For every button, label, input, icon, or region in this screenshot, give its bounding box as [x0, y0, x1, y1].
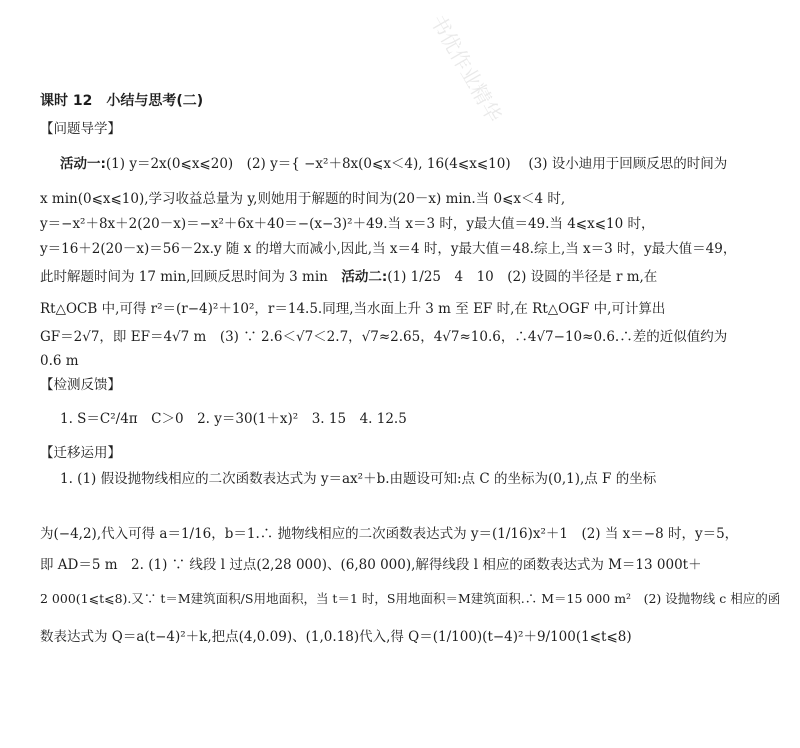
answer-line: y＝−x²＋8x＋2(20－x)＝−x²＋6x＋40＝−(x−3)²＋49.当 x＝3 时，y最大值＝49.当 4⩽x⩽10 时， [40, 216, 655, 232]
activity-two-label: 活动二: [341, 269, 388, 285]
answer-line: 2 000(1⩽t⩽8).又∵ t＝M建筑面积/S用地面积，当 t＝1 时，S用地面积＝M建筑面积.∴ M＝15 000 m² (2) 设抛物线 c 相应的函 [40, 591, 781, 606]
section-heading-wenti-daoxue: 【问题导学】 [40, 121, 121, 137]
answer-text: (1) y＝2x(0⩽x⩽20) (2) y＝{ −x²＋8x(0⩽x＜4), 16(4⩽x⩽10) (3) 设小迪用于回顾反思的时间为 [105, 156, 728, 172]
section-heading-jiance-fankui: 【检测反馈】 [40, 377, 121, 393]
answer-line: x min(0⩽x⩽10),学习收益总量为 y,则她用于解题的时间为(20－x) min.当 0⩽x＜4 时, [40, 191, 566, 207]
answer-text: (1) 1/25 4 10 (2) 设圆的半径是 r m,在 [387, 269, 658, 285]
answer-line: 0.6 m [40, 353, 79, 369]
answer-line: 为(−4,2),代入可得 a＝1/16，b＝1.∴ 抛物线相应的二次函数表达式为 y＝(1/16)x²＋1 (2) 当 x＝−8 时，y＝5， [40, 526, 739, 542]
section-heading-qianyi-yunyong: 【迁移运用】 [40, 445, 121, 461]
answer-line: 1. (1) 假设抛物线相应的二次函数表达式为 y＝ax²＋b.由题设可知:点 C 的坐标为(0,1),点 F 的坐标 [60, 471, 657, 487]
activity-two-line [40, 268, 657, 286]
activity-one-line [60, 155, 727, 173]
activity-one-label: 活动一: [60, 156, 106, 172]
watermark: 书优作业精华 [425, 10, 507, 127]
answer-line: y＝16＋2(20－x)＝56－2x.y 随 x 的增大而减小,因此,当 x＝4 时，y最大值＝48.综上,当 x＝3 时，y最大值＝49， [40, 241, 737, 257]
lesson-title: 课时 12 小结与思考(二) [40, 93, 204, 109]
answer-line: Rt△OCB 中,可得 r²＝(r−4)²＋10²，r＝14.5.同理,当水面上升 3 m 至 EF 时,在 Rt△OGF 中,可计算出 [40, 301, 666, 317]
answer-line: GF＝2√7，即 EF＝4√7 m (3) ∵ 2.6＜√7＜2.7，√7≈2.65，4√7≈10.6，∴4√7−10≈0.6.∴差的近似值约为 [40, 329, 728, 345]
answer-text: 此时解题时间为 17 min,回顾反思时间为 3 min [40, 269, 342, 285]
answer-line: 1. S＝C²/4π C＞0 2. y＝30(1＋x)² 3. 15 4. 12.5 [60, 411, 407, 427]
answer-line: 数表达式为 Q＝a(t−4)²＋k,把点(4,0.09)、(1,0.18)代入,得 Q＝(1/100)(t−4)²＋9/100(1⩽t⩽8) [40, 629, 632, 645]
answer-line: 即 AD＝5 m 2. (1) ∵ 线段 l 过点(2,28 000)、(6,80 000),解得线段 l 相应的函数表达式为 M＝13 000t＋ [40, 557, 702, 573]
